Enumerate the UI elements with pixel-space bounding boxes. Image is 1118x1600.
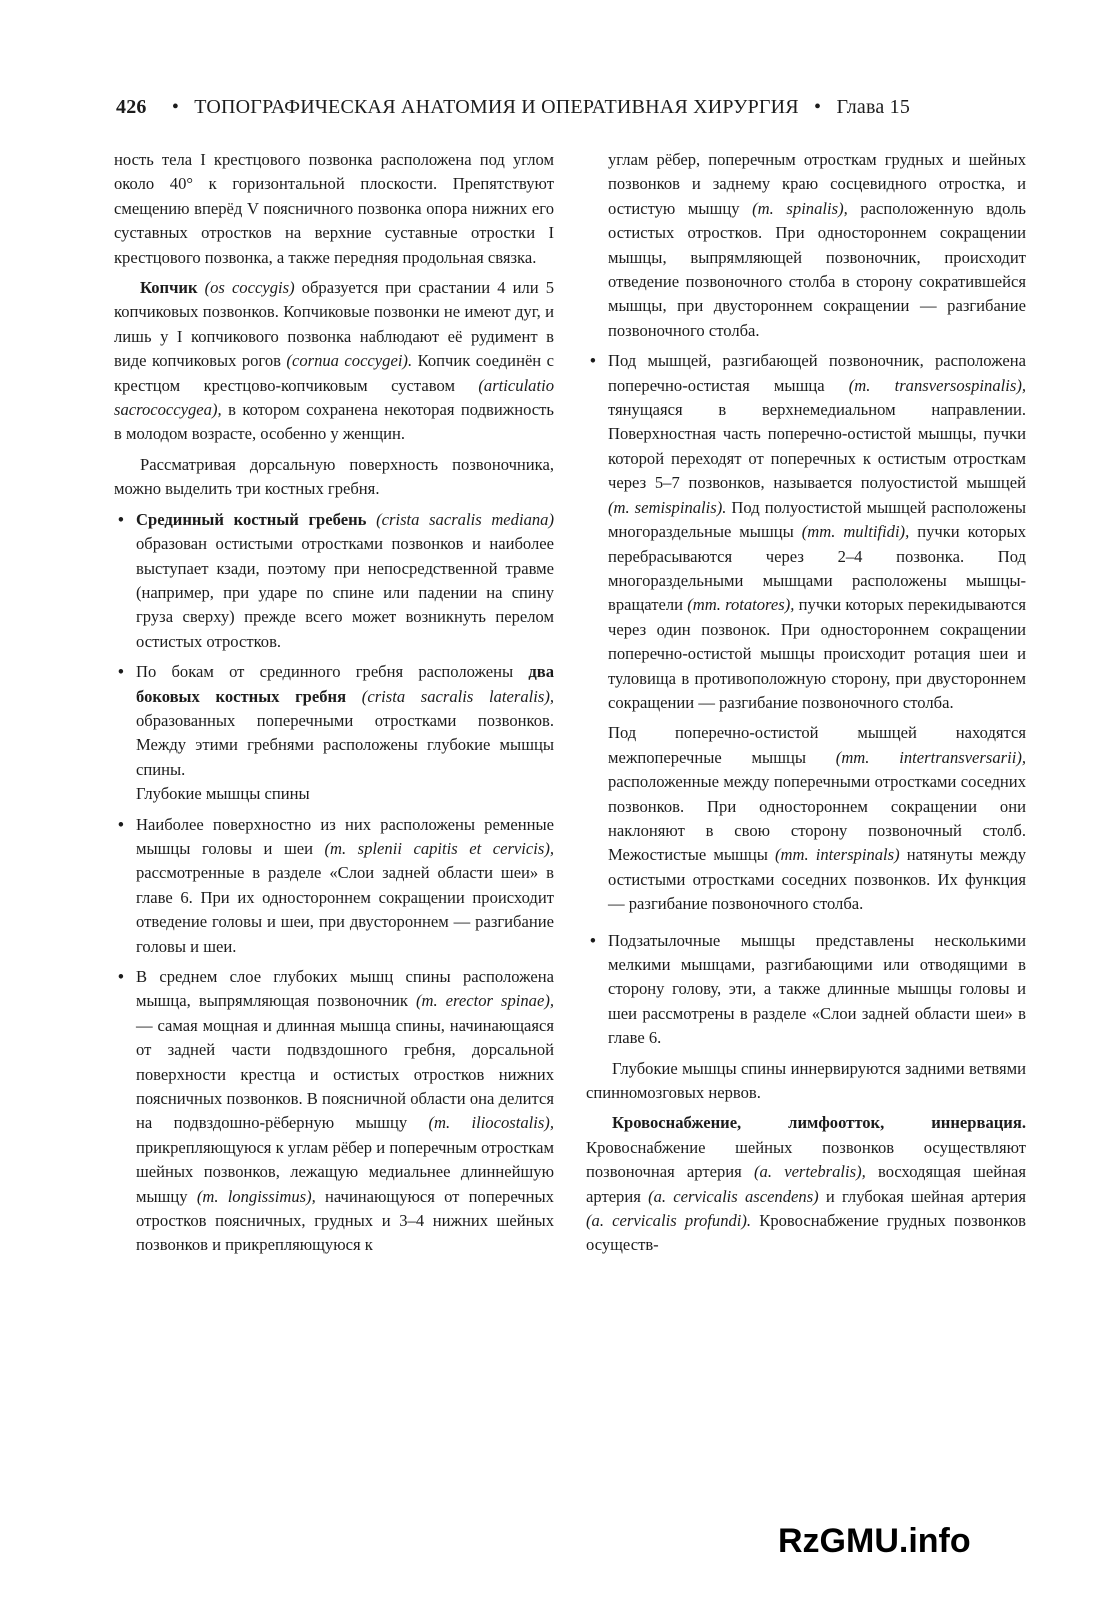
running-header xyxy=(116,96,1006,126)
book-title: ТОПОГРАФИЧЕСКАЯ АНАТОМИЯ И ОПЕРАТИВНАЯ ХИРУРГИЯ xyxy=(194,96,799,118)
bullet-list-right xyxy=(586,349,1026,715)
term-blood-supply: Кровоснабжение, лимфоотток, иннервация. xyxy=(612,1113,1026,1133)
term-coccyx: Копчик xyxy=(140,278,198,298)
bullet-list-left xyxy=(114,508,554,1258)
paragraph-blood-supply: Кровоснабжение, лимфоотток, иннервация. Кровоснабжение шейных позвонков осуществляют позвоночная артерия (a. vertebralis), восходящая шейная артерия (a. cervicalis ascendens) и глубокая шейная артерия (a. cervicalis profundi). Кровоснабжение грудных позвонков осуществ- xyxy=(586,1113,1026,1255)
watermark-logo: RzGMU.info xyxy=(778,1522,971,1560)
header-separator: • xyxy=(171,96,180,118)
paragraph-erector-continued: углам рёбер, поперечным отросткам грудных и шейных позвонков и заднему краю сосцевидного отростка, и остистую мышцу (m. spinalis), расположенную вдоль остистых отростков. При одностороннем сокращении мышцы, выпрямляющей позвоночник, происходит отведение позвоночного столба в сторону сократившейся мышцы, при двустороннем сокращении — разгибание позвоночного столба. xyxy=(608,150,1026,340)
header-separator-2: • xyxy=(814,96,822,118)
bullet-list-right-2 xyxy=(586,929,1026,1051)
right-column xyxy=(586,148,1026,1264)
list-item-median-crest: • Срединный костный гребень (crista sacralis mediana) образован остистыми отростками позвонков и наиболее выступает кзади, поэтому при непосредственной травме (например, при ударе по спине или падении на спину груза сверху) прежде всего может возникнуть перелом остистых отростков. xyxy=(114,508,554,654)
latin-cornua: (cornua coccygei). xyxy=(286,351,413,371)
page-number: 426 xyxy=(116,96,147,118)
list-item-splenius: • Наиболее поверхностно из них расположены ременные мышцы головы и шеи (m. splenii capitis et cervicis), рассмотренные в разделе «Слои задней области шеи» в главе 6. При их одностороннем сокращении происходит отведение головы и шеи, при двустороннем — разгибание головы и шеи. xyxy=(114,813,554,959)
paragraph-dorsal-crests: Рассматривая дорсальную поверхность позвоночника, можно выделить три костных гребня. xyxy=(114,454,554,499)
paragraph-sacrum-position: ность тела I крестцового позвонка расположена под углом около 40° к горизонтальной плоскости. Препятствуют смещению вперёд V поясничного позвонка опора нижних его суставных отростков на верхние суставные отростки I крестцового позвонка, а также передняя продольная связка. xyxy=(114,150,554,267)
subheading-deep-muscles: Глубокие мышцы спины xyxy=(136,784,310,804)
latin-os-coccygis: (os coccygis) xyxy=(204,278,295,298)
list-item-suboccipital: • Подзатылочные мышцы представлены несколькими мелкими мышцами, разгибающими или отводящими в сторону голову, эти, а также длинные мышцы головы и шеи рассмотрены в разделе «Слои задней области шеи» в главе 6. xyxy=(586,929,1026,1051)
paragraph-innervation: Глубокие мышцы спины иннервируются задними ветвями спинномозговых нервов. xyxy=(586,1058,1026,1103)
left-column xyxy=(114,148,554,1264)
list-item-lateral-crests: • По бокам от срединного гребня расположены два боковых костных гребня (crista sacralis lateralis), образованных поперечными отростками позвонков. Между этими гребнями расположены глубокие мышцы спины. Глубокие мышцы спины xyxy=(114,660,554,806)
latin-articulatio: (articulatio sacrococcygea), xyxy=(114,375,554,420)
paragraph-intertransversarii: Под поперечно-остистой мышцей находятся межпоперечные мышцы (mm. intertransversarii), расположенные между поперечными отростками соседних позвонков. При одностороннем сокращении они наклоняют в свою сторону позвоночный столб. Межостистые мышцы (mm. interspinals) натянуты между остистыми отростками соседних позвонков. Их функция — разгибание позвоночного столба. xyxy=(608,723,1026,914)
chapter-label: Глава 15 xyxy=(836,96,911,118)
paragraph-coccyx: Копчик (os coccygis) образуется при срастании 4 или 5 копчиковых позвонков. Копчиковые позвонки не имеют дуг, и лишь у I копчикового позвонка наблюдают её рудимент в виде копчиковых рогов (cornua coccygei). Копчик соединён с крестцом крестцово-копчиковым суставом (articulatio sacrococcygea), в котором сохранена некоторая подвижность в молодом возрасте, особенно у женщин. xyxy=(114,278,555,444)
list-item-transversospinalis: • Под мышцей, разгибающей позвоночник, расположена поперечно-остистая мышца (m. transversospinalis), тянущаяся в верхнемедиальном направлении. Поверхностная часть поперечно-остистой мышцы, пучки которой переходят от поперечных к остистым отросткам через 5–7 позвонков, называется полуостистой мышцей (m. semispinalis). Под полуостистой мышцей расположены многораздельные мышцы (mm. multifidi), пучки которых перебрасываются через 2–4 позвонка. Под многораздельными мышцами расположены мышцы-вращатели (mm. rotatores), пучки которых перекидываются через один позвонок. При одностороннем сокращении поперечно-остистой мышцы происходит ротация шеи и туловища в противоположную сторону, при двустороннем сокращении — разгибание позвоночного столба. xyxy=(586,349,1026,715)
list-item-erector-spinae: • В среднем слое глубоких мышц спины расположена мышца, выпрямляющая позвоночник (m. erector spinae), — самая мощная и длинная мышца спины, начинающаяся от задней части подвздошного гребня, дорсальной поверхности крестца и остистых отростков нижних поясничных позвонков. В поясничной области она делится на подвздошно-рёберную мышцу (m. iliocostalis), прикрепляющуюся к углам рёбер и поперечным отросткам шейных позвонков, лежащую медиальнее длиннейшую мышцу (m. longissimus), начинающуюся от поперечных отростков поясничных, грудных и 3–4 нижних шейных позвонков и прикрепляющуюся к xyxy=(114,965,554,1258)
